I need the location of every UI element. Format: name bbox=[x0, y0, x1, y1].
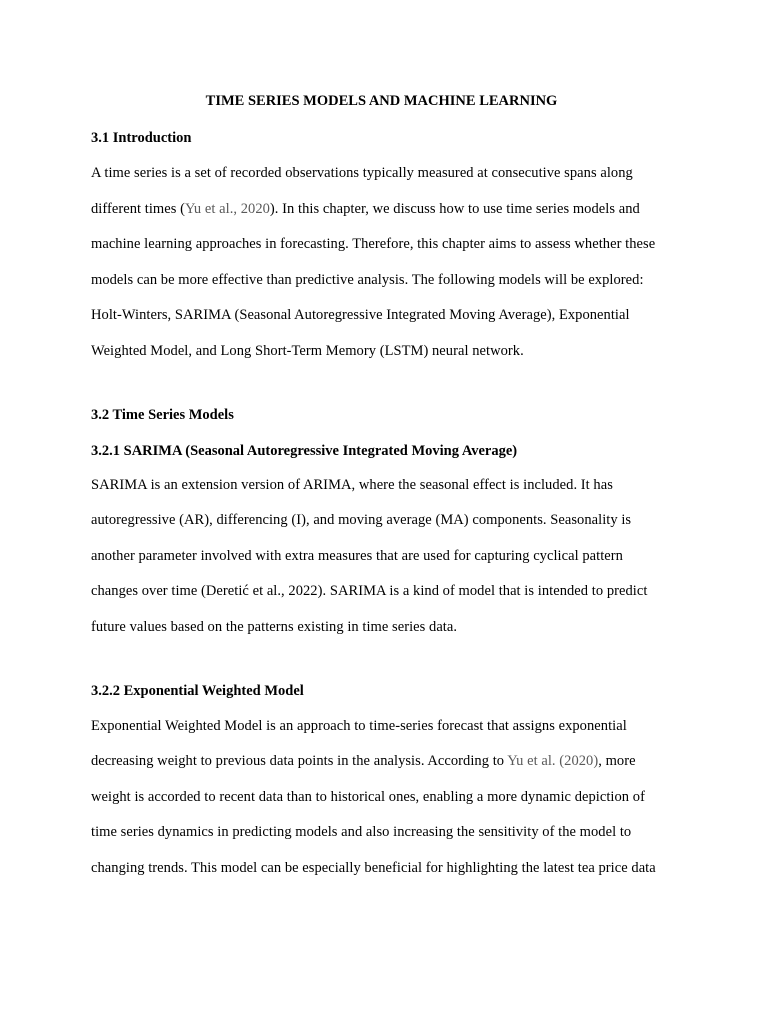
ewm-text-end: , more weight is accorded to recent data than to historical ones, enabling a more dynamic depiction of time series dynamics in predicting models and also increasing the sensitivity of the model to changing trends. This model can be especially beneficial for highlighting the latest tea price data bbox=[91, 753, 656, 876]
subsection-heading-exponential-weighted-model: 3.2.2 Exponential Weighted Model bbox=[91, 682, 304, 699]
intro-text-end: ). In this chapter, we discuss how to use time series models and machine learning approaches in forecasting. Therefore, this chapter aims to assess whether these models can be more effective than predictive analysis. The following models will be explored: Holt-Winters, SARIMA (Seasonal Autoregressive Integrated Moving Average), Exponential Weighted Model, and Long Short-Term Memory (LSTM) neural network. bbox=[91, 200, 656, 359]
ewm-text-start: Exponential Weighted Model is an approach to time-series forecast that assigns exponential decreasing weight to previous data points in the analysis. According to bbox=[91, 717, 627, 770]
chapter-title: TIME SERIES MODELS AND MACHINE LEARNING bbox=[205, 93, 558, 109]
sarima-paragraph: SARIMA is an extension version of ARIMA, where the seasonal effect is included. It has autoregressive (AR), differencing (I), and moving average (MA) components. Seasonality is another parameter involved with extra measures that are used for capturing cyclical pattern changes over time (Deretić et al., 2022). SARIMA is a kind of model that is intended to predict future values based on the patterns existing in time series data. bbox=[91, 476, 648, 635]
section-heading-time-series-models: 3.2 Time Series Models bbox=[91, 406, 234, 423]
citation-yu-2020-narrative: Yu et al. (2020) bbox=[507, 753, 599, 770]
introduction-paragraph bbox=[91, 156, 672, 370]
exponential-weighted-paragraph bbox=[91, 709, 672, 887]
intro-text-start: A time series is a set of recorded observations typically measured at consecutive spans along different times ( bbox=[91, 165, 633, 217]
citation-yu-2020: Yu et al., 2020 bbox=[185, 200, 270, 217]
section-heading-introduction: 3.1 Introduction bbox=[91, 130, 192, 146]
subsection-heading-sarima: 3.2.1 SARIMA (Seasonal Autoregressive Integrated Moving Average) bbox=[91, 442, 518, 459]
